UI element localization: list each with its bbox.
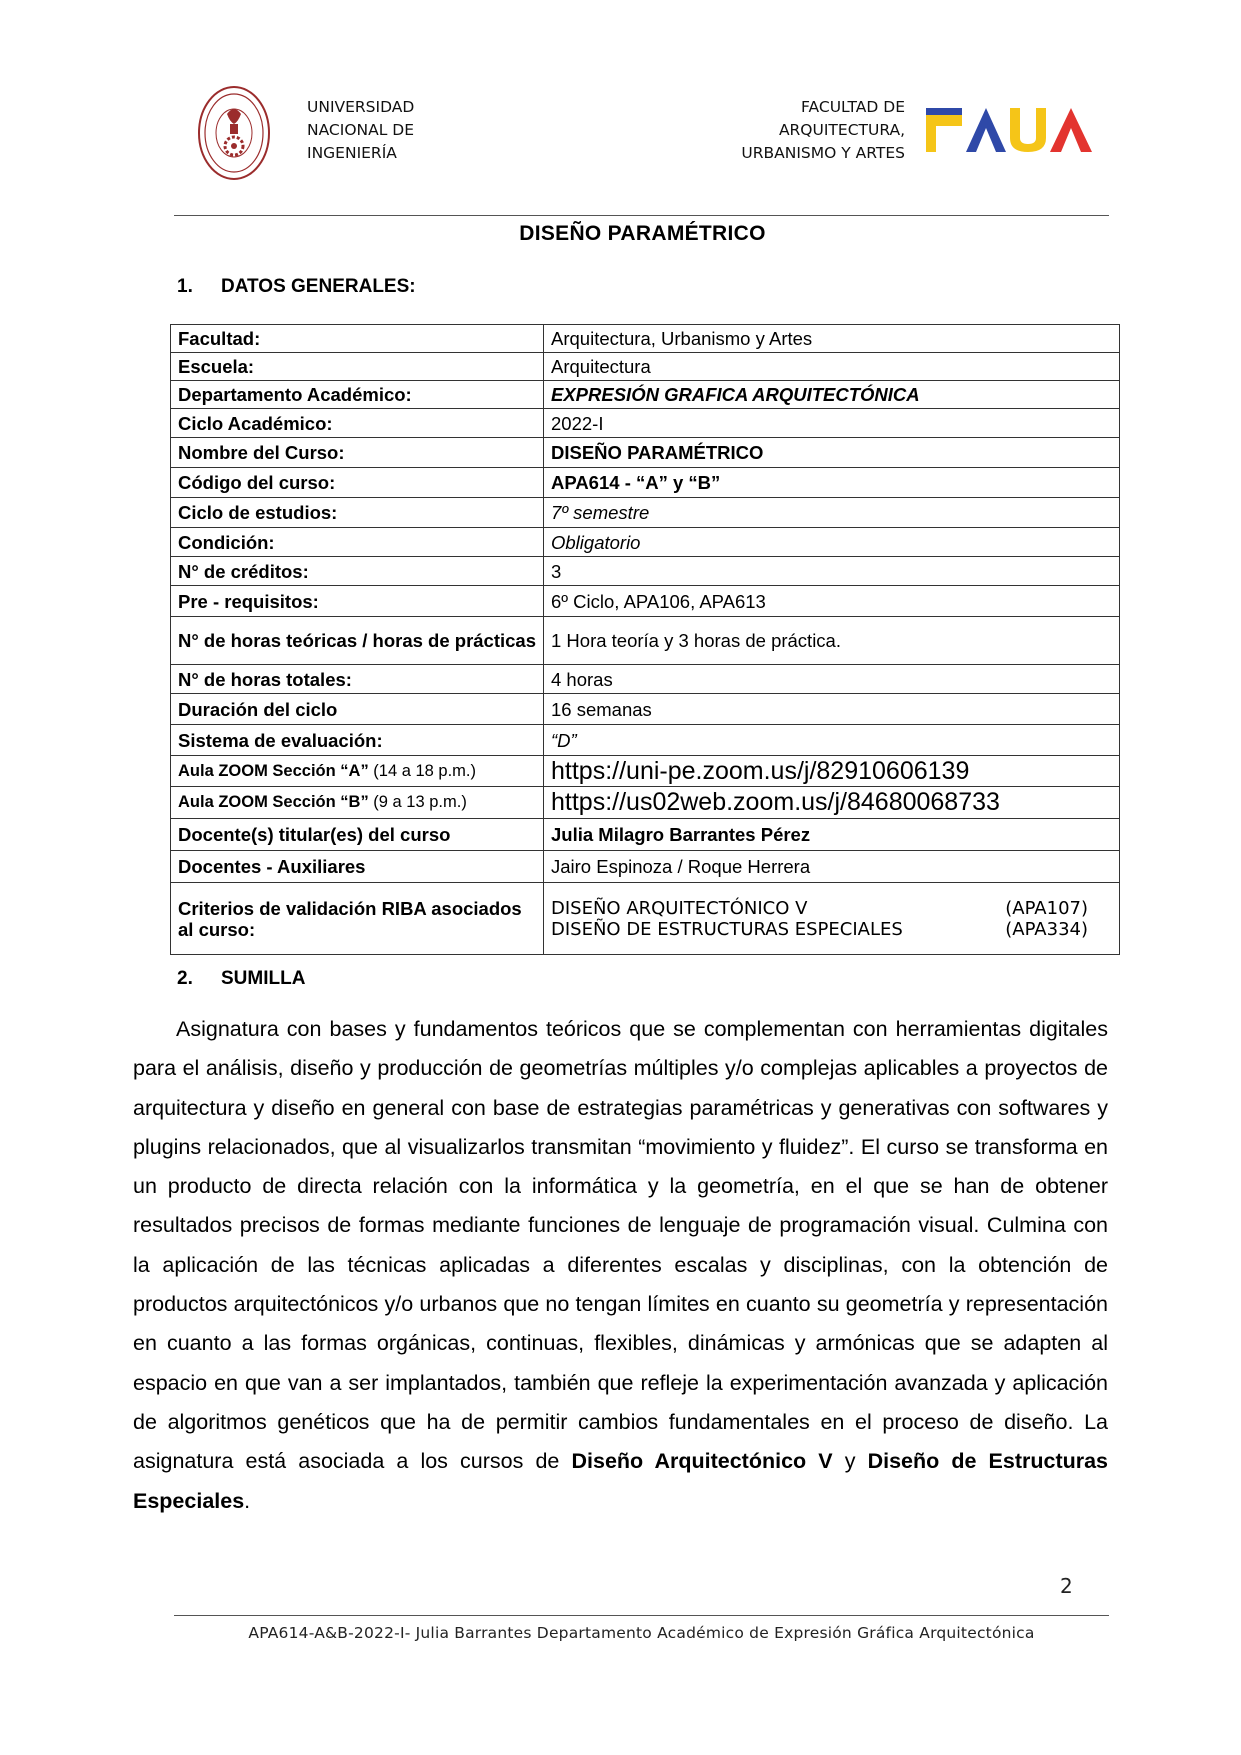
table-row: [171, 665, 1120, 694]
value-docente-titular: Julia Milagro Barrantes Pérez: [544, 819, 1120, 851]
sumilla-end: .: [244, 1488, 251, 1513]
label-docente-titular: Docente(s) titular(es) del curso: [171, 819, 544, 851]
university-name: [307, 96, 414, 165]
riba-item-code: (APA107): [1005, 897, 1088, 919]
value-docentes-aux: Jairo Espinoza / Roque Herrera: [544, 851, 1120, 883]
label-evaluacion: Sistema de evaluación:: [171, 725, 544, 756]
riba-item: [551, 919, 1112, 940]
value-escuela: Arquitectura: [544, 353, 1120, 381]
university-line-3: INGENIERÍA: [307, 144, 397, 162]
table-row: [171, 851, 1120, 883]
document-title: DISEÑO PARAMÉTRICO: [519, 222, 766, 245]
value-duracion: 16 semanas: [544, 694, 1120, 725]
table-row: [171, 883, 1120, 955]
table-row: [171, 557, 1120, 586]
table-row: [171, 468, 1120, 498]
university-seal-logo: [197, 84, 271, 182]
faculty-name: [700, 96, 905, 165]
table-row: [171, 694, 1120, 725]
zoom-link-a[interactable]: https://uni-pe.zoom.us/j/82910606139: [544, 756, 1120, 787]
section-1-heading: [177, 276, 416, 298]
table-row: [171, 819, 1120, 851]
value-horas-teo-prac: 1 Hora teoría y 3 horas de práctica.: [544, 617, 1120, 665]
label-duracion: Duración del ciclo: [171, 694, 544, 725]
table-row: [171, 725, 1120, 756]
label-docentes-aux: Docentes - Auxiliares: [171, 851, 544, 883]
value-nombre-curso: DISEÑO PARAMÉTRICO: [544, 438, 1120, 468]
page-number: 2: [1060, 1574, 1073, 1598]
value-ciclo-estudios: 7º semestre: [544, 498, 1120, 528]
label-departamento: Departamento Académico:: [171, 381, 544, 409]
riba-item-code: (APA334): [1005, 918, 1088, 940]
value-ciclo-academico: 2022-I: [544, 409, 1120, 438]
label-escuela: Escuela:: [171, 353, 544, 381]
value-horas-totales: 4 horas: [544, 665, 1120, 694]
section-2-number: 2.: [177, 968, 193, 989]
value-codigo: APA614 - “A” y “B”: [544, 468, 1120, 498]
label-ciclo-estudios: Ciclo de estudios:: [171, 498, 544, 528]
faculty-line-1: FACULTAD DE: [801, 98, 905, 116]
table-row: [171, 787, 1120, 819]
label-codigo: Código del curso:: [171, 468, 544, 498]
university-line-2: NACIONAL DE: [307, 121, 415, 139]
zoom-link-b[interactable]: https://us02web.zoom.us/j/84680068733: [544, 787, 1120, 819]
value-evaluacion: “D”: [544, 725, 1120, 756]
value-riba: [544, 883, 1120, 955]
sumilla-course-2: Diseño de Estructuras Especiales: [133, 1449, 1109, 1513]
label-zoom-a-hours: (14 a 18 p.m.): [368, 761, 477, 780]
label-prerequisitos: Pre - requisitos:: [171, 586, 544, 617]
label-zoom-b: [171, 787, 544, 819]
section-2-heading: [177, 968, 305, 990]
table-row: [171, 586, 1120, 617]
faculty-line-2: ARQUITECTURA,: [778, 121, 905, 139]
label-horas-totales: N° de horas totales:: [171, 665, 544, 694]
riba-item: [551, 898, 1112, 919]
section-1-title: DATOS GENERALES:: [221, 276, 416, 297]
university-line-1: UNIVERSIDAD: [307, 98, 415, 116]
value-creditos: 3: [544, 557, 1120, 586]
value-departamento: EXPRESIÓN GRAFICA ARQUITECTÓNICA: [544, 381, 1120, 409]
footer-text: APA614-A&B-2022-I- Julia Barrantes Departamento Académico de Expresión Gráfica Arquitectónica: [248, 1624, 1035, 1642]
label-zoom-b-hours: (9 a 13 p.m.): [368, 793, 467, 811]
table-row: [171, 438, 1120, 468]
sumilla-paragraph: [133, 1010, 1108, 1521]
value-prerequisitos: 6º Ciclo, APA106, APA613: [544, 586, 1120, 617]
table-row: [171, 381, 1120, 409]
label-horas-teo-prac: N° de horas teóricas / horas de prácticas: [171, 617, 544, 665]
label-zoom-a: [171, 756, 544, 787]
label-riba: Criterios de validación RIBA asociados al curso:: [171, 883, 544, 955]
riba-item-name: DISEÑO ARQUITECTÓNICO V: [551, 897, 808, 919]
label-nombre-curso: Nombre del Curso:: [171, 438, 544, 468]
general-data-table: [170, 324, 1120, 955]
value-facultad: Arquitectura, Urbanismo y Artes: [544, 325, 1120, 353]
label-ciclo-academico: Ciclo Académico:: [171, 409, 544, 438]
label-creditos: N° de créditos:: [171, 557, 544, 586]
section-2-title: SUMILLA: [221, 968, 306, 989]
table-row: [171, 353, 1120, 381]
sumilla-joiner: y: [832, 1449, 868, 1474]
value-condicion: Obligatorio: [544, 528, 1120, 557]
sumilla-text: Asignatura con bases y fundamentos teóricos que se complementan con herramientas digitales para el análisis, diseño y producción de geometrías múltiples y/o complejas aplicables a proyectos de arquitectura y diseño en general con base de estrategias paramétricas y generativas con softwares y plugins relacionados, que al visualizarlos transmitan “movimiento y fluidez”. El curso se transforma en un producto de directa relación con la informática y la geometría, en el que se han de obtener resultados precisos de formas mediante funciones de lenguaje de programación visual. Culmina con la aplicación de las técnicas aplicadas a diferentes escalas y disciplinas, con la obtención de productos arquitectónicos y/o urbanos que no tengan límites en cuanto su geometría y representación en cuanto a las formas orgánicas, continuas, flexibles, dinámicas y armónicas que se adapten al espacio en que van a ser implantados, también que refleje la experimentación avanzada y aplicación de algoritmos genéticos que ha de permitir cambios fundamentales en el proceso de diseño. La asignatura está asociada a los cursos de: [133, 1017, 1108, 1474]
label-facultad: Facultad:: [171, 325, 544, 353]
header-divider: [174, 215, 1109, 216]
table-row: [171, 756, 1120, 787]
sumilla-course-1: Diseño Arquitectónico V: [571, 1449, 833, 1474]
table-row: [171, 528, 1120, 557]
section-1-number: 1.: [177, 276, 193, 297]
table-row: [171, 498, 1120, 528]
label-zoom-a-bold: Aula ZOOM Sección “A”: [178, 761, 369, 780]
table-row: [171, 409, 1120, 438]
table-row: [171, 325, 1120, 353]
faua-logo: [926, 108, 1092, 152]
label-condicion: Condición:: [171, 528, 544, 557]
riba-item-name: DISEÑO DE ESTRUCTURAS ESPECIALES: [551, 918, 903, 940]
footer-divider: [174, 1615, 1109, 1616]
label-zoom-b-bold: Aula ZOOM Sección “B”: [178, 793, 369, 811]
table-row: [171, 617, 1120, 665]
faculty-line-3: URBANISMO Y ARTES: [741, 144, 905, 162]
